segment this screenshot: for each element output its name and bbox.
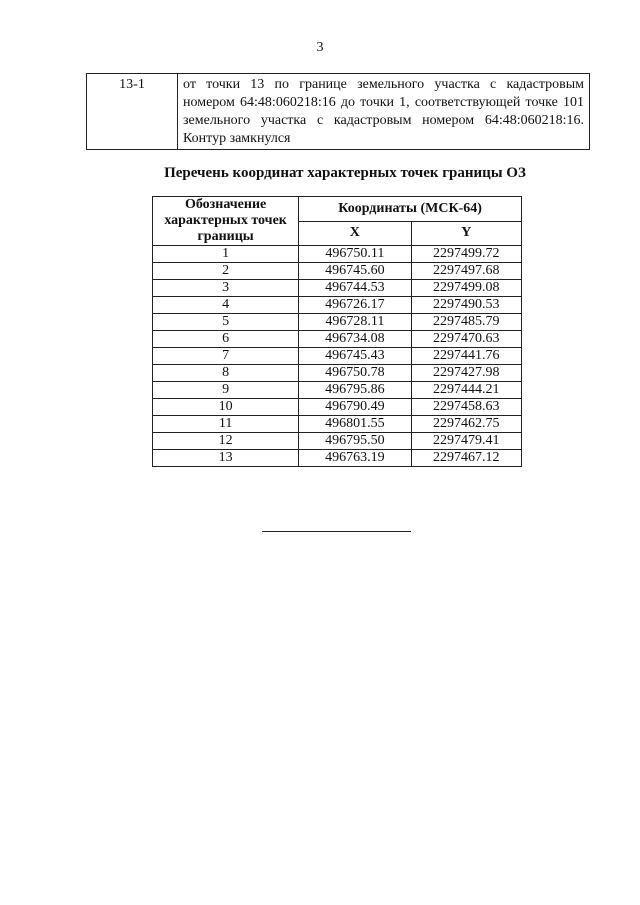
x-coordinate-cell: 496795.86: [299, 382, 411, 399]
table-row: [153, 263, 522, 280]
point-number-cell: 6: [153, 331, 299, 348]
page-number: 3: [316, 40, 324, 55]
y-coordinate-cell: 2297458.63: [411, 399, 521, 416]
header-point: Обозначение характерных точек границы: [153, 197, 299, 246]
y-coordinate-cell: 2297485.79: [411, 314, 521, 331]
table-row: [153, 348, 522, 365]
header-x: X: [299, 221, 411, 246]
coordinates-table-body: [153, 246, 522, 467]
table-row: [153, 365, 522, 382]
table-header-row: [153, 197, 522, 222]
y-coordinate-cell: 2297497.68: [411, 263, 521, 280]
table-row: [153, 314, 522, 331]
table-row: [153, 331, 522, 348]
table-row: [153, 280, 522, 297]
coordinates-table: [152, 196, 522, 467]
y-coordinate-cell: 2297490.53: [411, 297, 521, 314]
header-coordinates: Координаты (МСК-64): [299, 197, 522, 222]
point-number-cell: 10: [153, 399, 299, 416]
point-number-cell: 3: [153, 280, 299, 297]
table-row: [153, 297, 522, 314]
x-coordinate-cell: 496734.08: [299, 331, 411, 348]
point-number-cell: 7: [153, 348, 299, 365]
x-coordinate-cell: 496801.55: [299, 416, 411, 433]
table-row: [153, 433, 522, 450]
x-coordinate-cell: 496750.11: [299, 246, 411, 263]
x-coordinate-cell: 496763.19: [299, 450, 411, 467]
y-coordinate-cell: 2297499.08: [411, 280, 521, 297]
x-coordinate-cell: 496744.53: [299, 280, 411, 297]
header-y: Y: [411, 221, 521, 246]
segment-description: от точки 13 по границе земельного участка с кадастровым номером 64:48:060218:16 до точки 1, соответствующей точке 101 земельного участка с кадастровым номером 64:48:060218:16. Контур замкнулся: [178, 74, 590, 150]
point-number-cell: 4: [153, 297, 299, 314]
x-coordinate-cell: 496750.78: [299, 365, 411, 382]
x-coordinate-cell: 496726.17: [299, 297, 411, 314]
y-coordinate-cell: 2297479.41: [411, 433, 521, 450]
point-number-cell: 5: [153, 314, 299, 331]
point-number-cell: 1: [153, 246, 299, 263]
y-coordinate-cell: 2297467.12: [411, 450, 521, 467]
section-title: Перечень координат характерных точек границы ОЗ: [164, 165, 526, 181]
point-number-cell: 11: [153, 416, 299, 433]
point-number-cell: 2: [153, 263, 299, 280]
x-coordinate-cell: 496795.50: [299, 433, 411, 450]
y-coordinate-cell: 2297470.63: [411, 331, 521, 348]
table-row: [153, 246, 522, 263]
point-number-cell: 13: [153, 450, 299, 467]
y-coordinate-cell: 2297441.76: [411, 348, 521, 365]
table-row: [153, 382, 522, 399]
y-coordinate-cell: 2297499.72: [411, 246, 521, 263]
y-coordinate-cell: 2297462.75: [411, 416, 521, 433]
point-number-cell: 9: [153, 382, 299, 399]
y-coordinate-cell: 2297444.21: [411, 382, 521, 399]
y-coordinate-cell: 2297427.98: [411, 365, 521, 382]
table-row: [153, 416, 522, 433]
table-row: [153, 450, 522, 467]
x-coordinate-cell: 496728.11: [299, 314, 411, 331]
x-coordinate-cell: 496745.60: [299, 263, 411, 280]
point-number-cell: 8: [153, 365, 299, 382]
table-row: [87, 74, 590, 150]
x-coordinate-cell: 496790.49: [299, 399, 411, 416]
point-number-cell: 12: [153, 433, 299, 450]
closing-line: [262, 531, 411, 532]
contour-segment-table: [86, 73, 590, 150]
table-row: [153, 399, 522, 416]
x-coordinate-cell: 496745.43: [299, 348, 411, 365]
segment-label: 13-1: [87, 74, 178, 150]
